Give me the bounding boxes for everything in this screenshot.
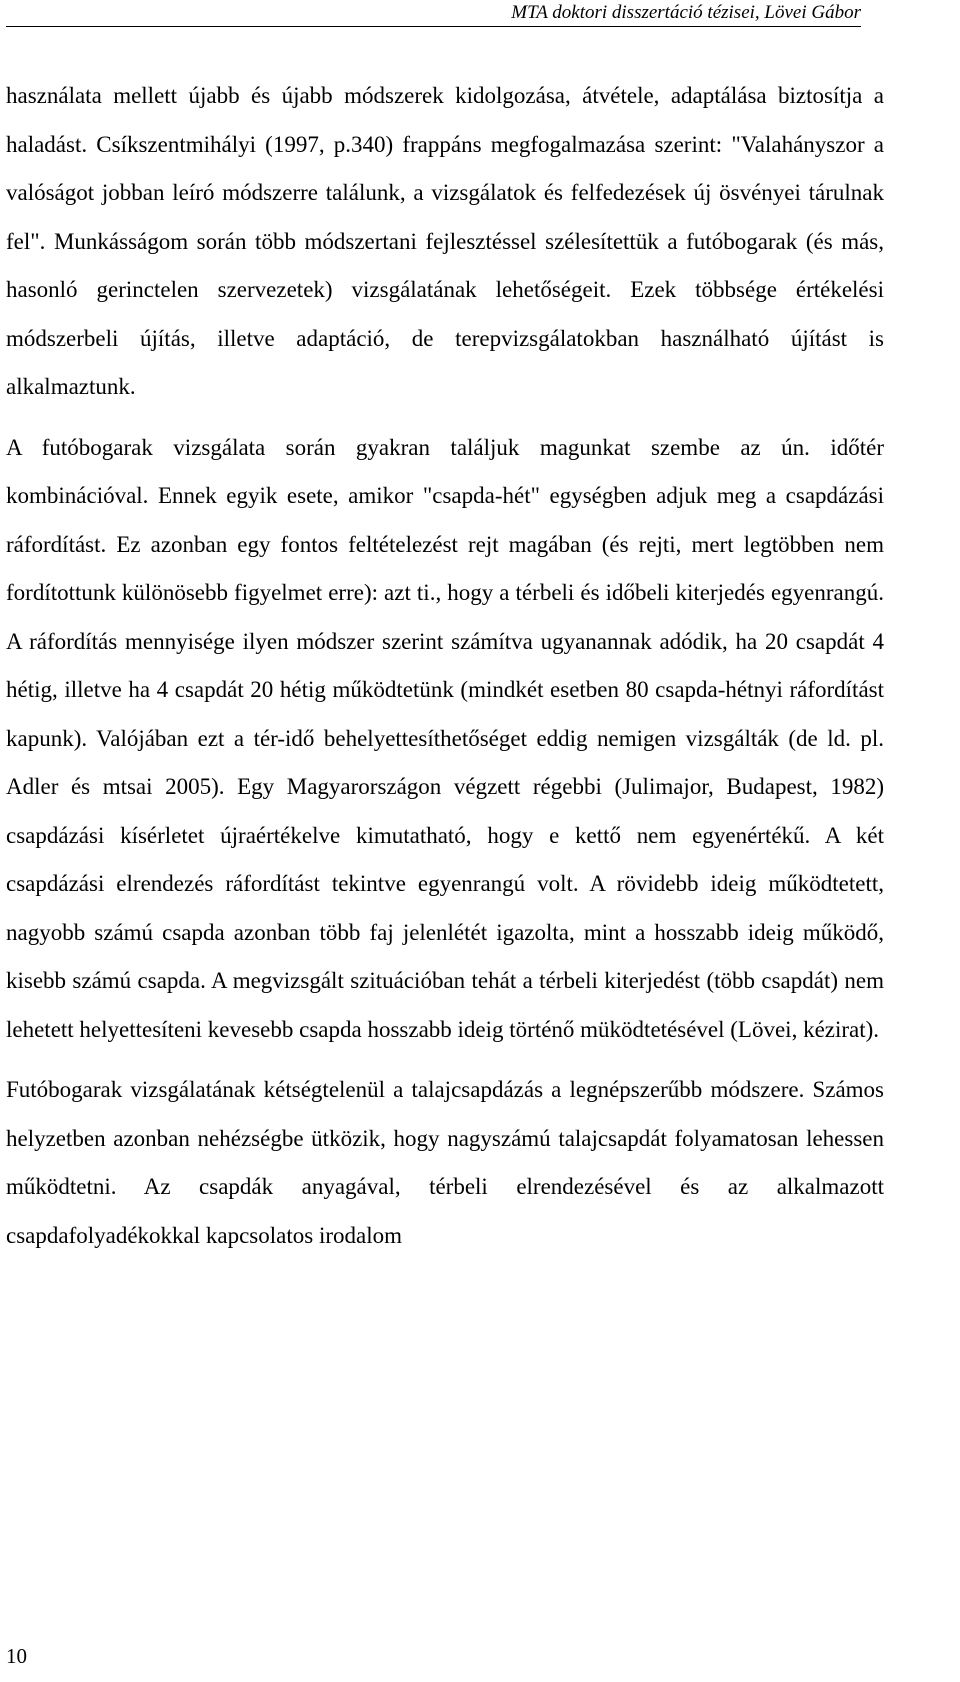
page-number: 10 (6, 1644, 27, 1668)
running-title: MTA doktori disszertáció tézisei, Lövei Gábor (511, 2, 861, 23)
paragraph-1: használata mellett újabb és újabb módszerek kidolgozása, átvétele, adaptálása biztosítja a haladást. Csíkszentmihályi (1997, p.340) frappáns megfogalmazása szerint: "Valahányszor a valóságot jobban leíró módszerre találunk, a vizsgálatok és felfedezések új ösvényei tárulnak fel". Munkásságom során több módszertani fejlesztéssel szélesítettük a futóbogarak (és más, hasonló gerinctelen szervezetek) vizsgálatának lehetőségeit. Ezek többsége értékelési módszerbeli újítás, illetve adaptáció, de terepvizsgálatokban használható újítást is alkalmaztunk. (6, 83, 884, 399)
paragraph-2: A futóbogarak vizsgálata során gyakran találjuk magunkat szembe az ún. időtér kombinációval. Ennek egyik esete, amikor "csapda-hét" egységben adjuk meg a csapdázási ráfordítást. Ez azonban egy fontos feltételezést rejt magában (és rejti, mert legtöbben nem fordítottunk különösebb figyelmet erre): azt ti., hogy a térbeli és időbeli kiterjedés egyenrangú. A ráfordítás mennyisége ilyen módszer szerint számítva ugyanannak adódik, ha 20 csapdát 4 hétig, illetve ha 4 csapdát 20 hétig működtetünk (mindkét esetben 80 csapda-hétnyi ráfordítást kapunk). Valójában ezt a tér-idő behelyettesíthetőséget eddig nemigen vizsgálták (de ld. pl. Adler és mtsai 2005). Egy Magyarországon végzett régebbi (Julimajor, Budapest, 1982) csapdázási kísérletet újraértékelve kimutatható, hogy e kettő nem egyenértékű. A két csapdázási elrendezés ráfordítást tekintve egyenrangú volt. A rövidebb ideig működtetett, nagyobb számú csapda azonban több faj jelenlétét igazolta, mint a hosszabb ideig működő, kisebb számú csapda. A megvizsgált szituációban tehát a térbeli kiterjedést (több csapdát) nem lehetett helyettesíteni kevesebb csapda hosszabb ideig történő müködtetésével (Lövei, kézirat). (6, 434, 884, 1042)
paragraph-3: Futóbogarak vizsgálatának kétségtelenül a talajcsapdázás a legnépszerűbb módszere. Számos helyzetben azonban nehézségbe ütközik, hogy nagyszámú talajcsapdát folyamatosan lehessen működtetni. Az csapdák anyagával, térbeli elrendezésével és az alkalmazott csapdafolyadékokkal kapcsolatos irodalom (6, 1077, 884, 1248)
body-text (6, 72, 884, 1260)
page-header (6, 0, 861, 27)
